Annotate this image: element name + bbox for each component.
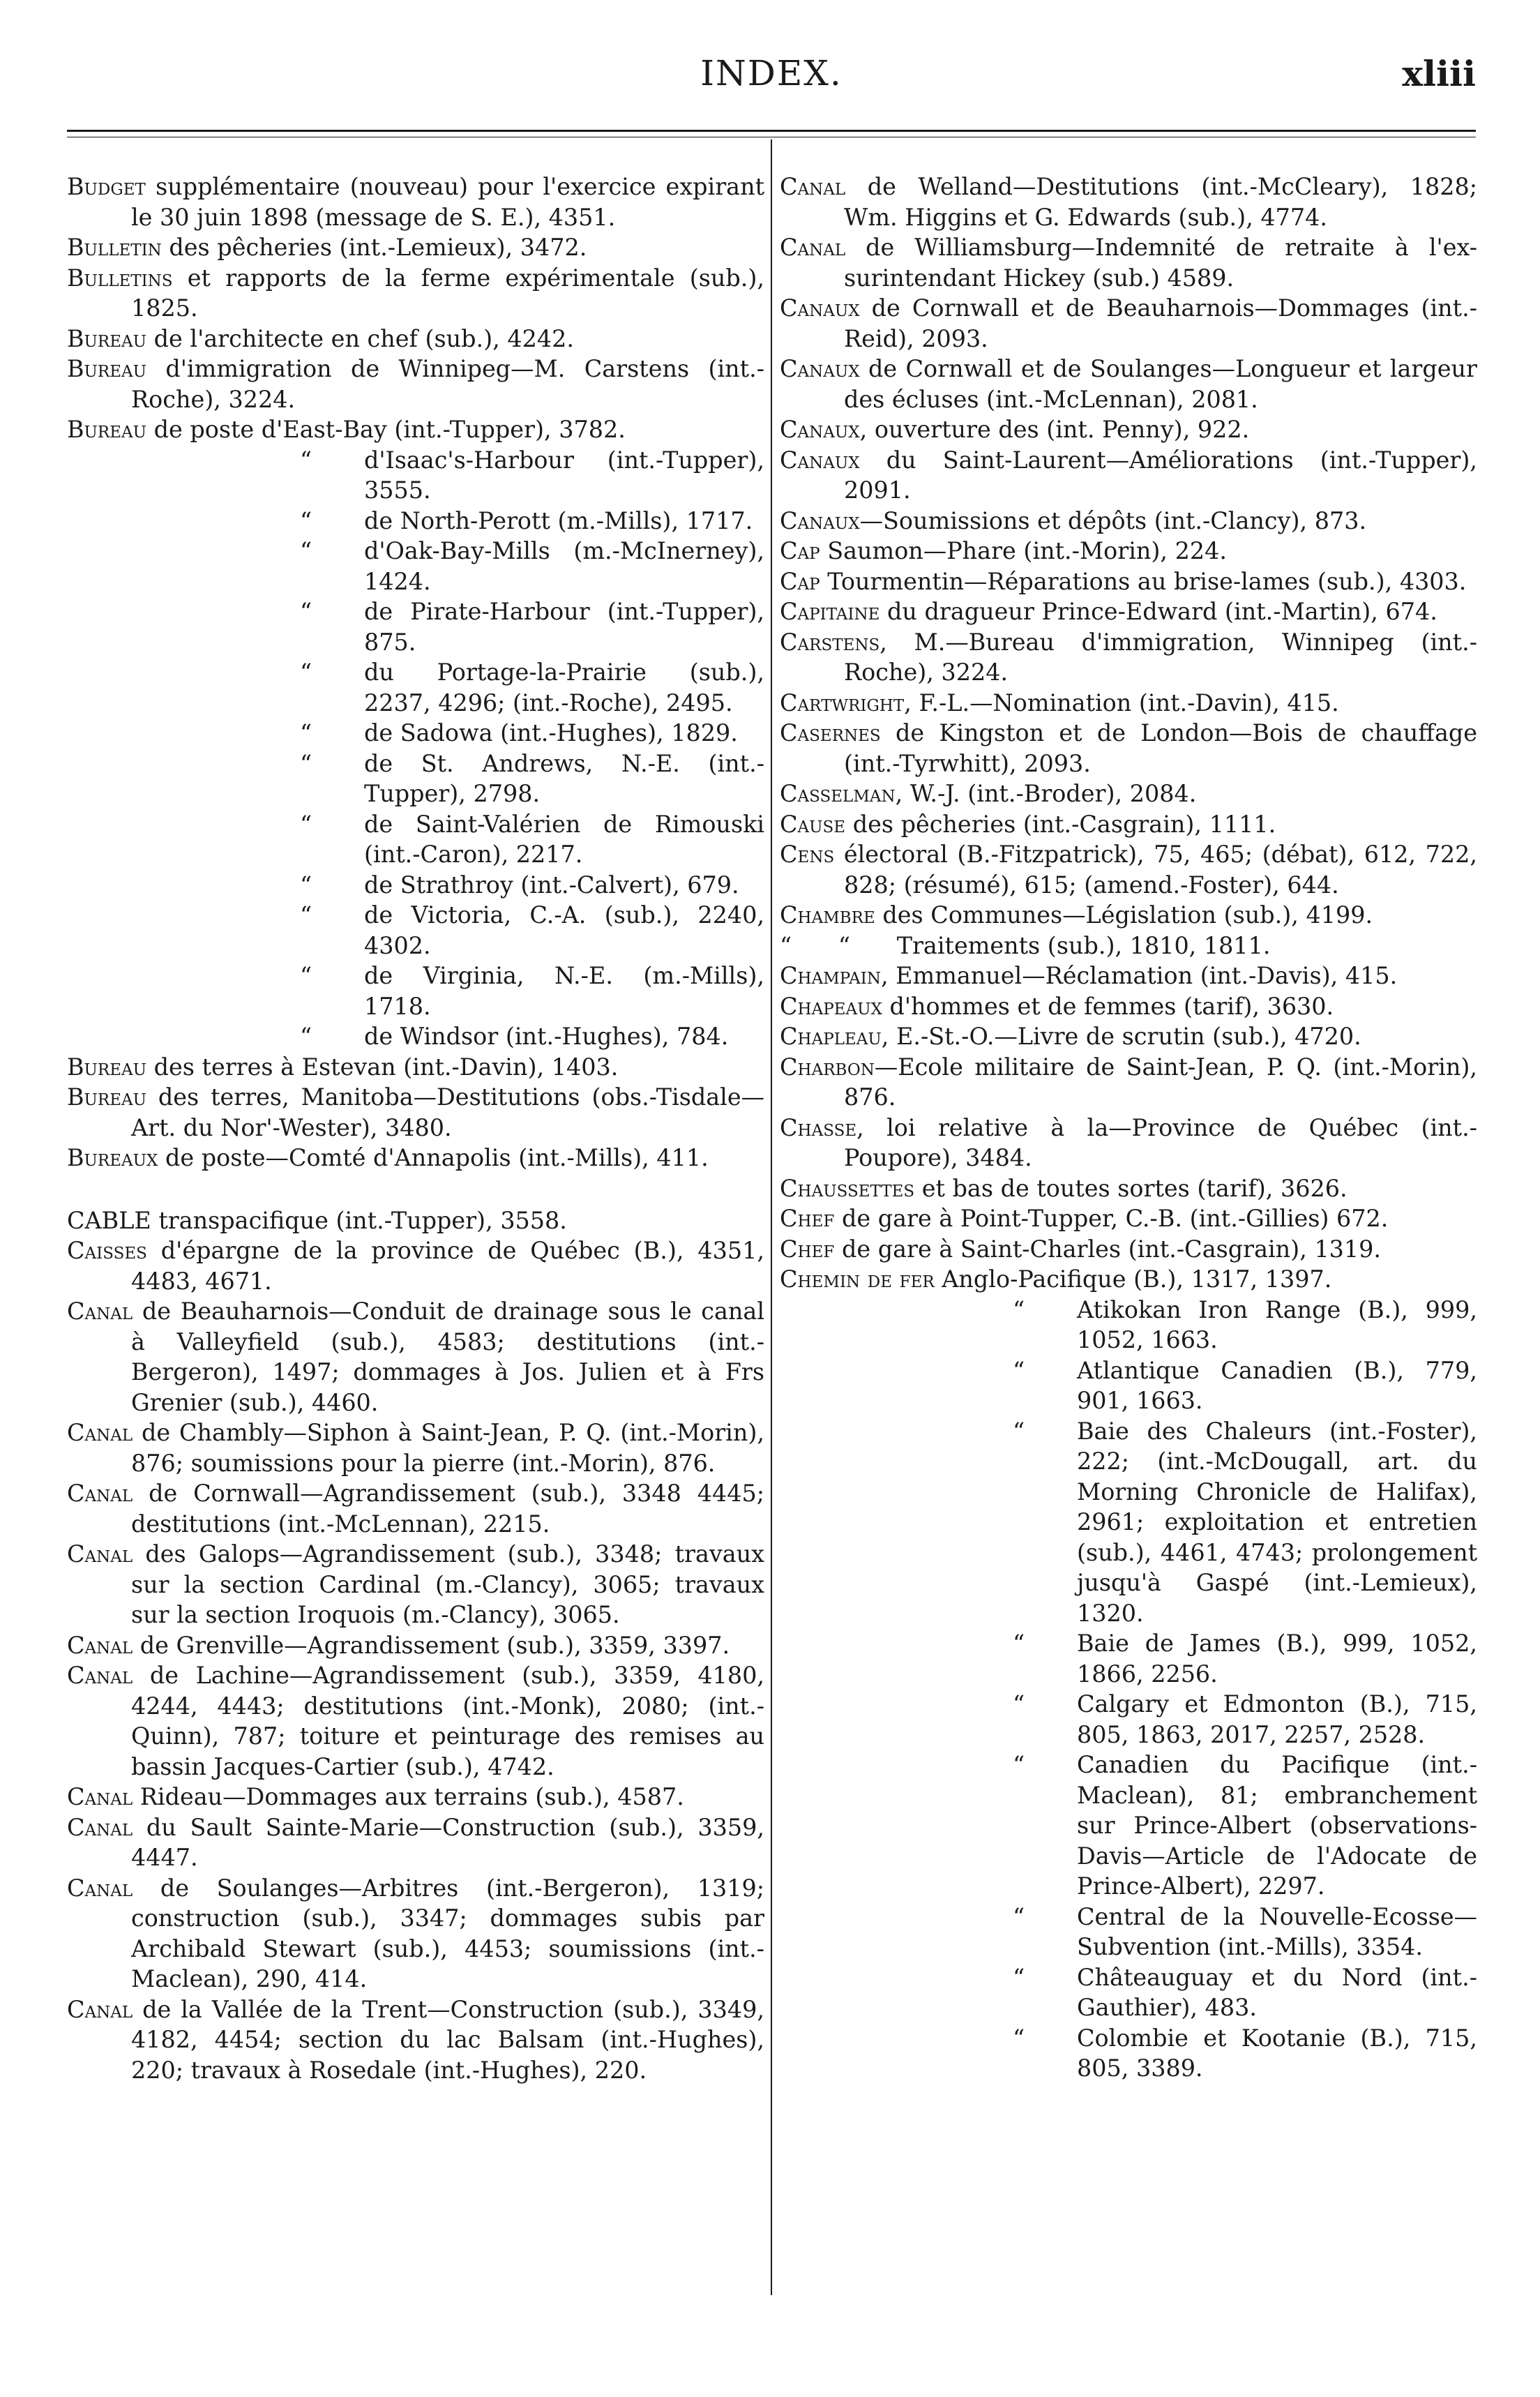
- entry-heading: Bureau: [67, 355, 147, 382]
- entry-heading: Bureaux: [67, 1144, 158, 1171]
- chemin-de-fer-subentries: [780, 1295, 1477, 2084]
- index-subentry: [67, 809, 764, 870]
- entry-text: de poste d'East-Bay (int.-Tupper), 3782.: [146, 416, 626, 443]
- index-subentry: [780, 1416, 1477, 1629]
- index-entry: [780, 809, 1477, 840]
- index-subentry: [67, 900, 764, 961]
- right-column: [780, 172, 1477, 2084]
- left-entries-2: [67, 1052, 764, 1173]
- index-subentry: [67, 718, 764, 749]
- entry-heading: Chapeaux: [780, 992, 882, 1020]
- entry-heading: Cap: [780, 567, 820, 595]
- subentry-text: du Portage-la-Prairie (sub.), 2237, 4296; (int.-Roche), 2495.: [364, 659, 764, 716]
- entry-heading: Canal: [67, 1995, 133, 2023]
- section-gap: [67, 1173, 764, 1205]
- entry-heading: Champain: [780, 962, 881, 989]
- index-entry: [67, 1478, 764, 1539]
- entry-text: transpacifique (int.-Tupper), 3558.: [151, 1206, 567, 1234]
- index-entry: [780, 172, 1477, 232]
- subentry-text: Central de la Nouvelle-Ecosse—Subvention (int.-Mills), 3354.: [1077, 1902, 1477, 1960]
- index-entry: [780, 536, 1477, 566]
- index-subentry: [67, 657, 764, 718]
- index-subentry: [780, 1962, 1477, 2023]
- entry-text: de Beauharnois—Conduit de drainage sous le canal à Valleyfield (sub.), 4583; destitutions (int.-Bergeron), 1497; dommages à Jos. Julien et à Frs Grenier (sub.), 4460.: [131, 1298, 764, 1416]
- entry-text: d'immigration de Winnipeg—M. Carstens (int.-Roche), 3224.: [131, 355, 764, 413]
- subentry-text: Calgary et Edmonton (B.), 715, 805, 1863, 2017, 2257, 2528.: [1077, 1690, 1477, 1748]
- index-subentry: [780, 1295, 1477, 1355]
- entry-text: de gare à Point-Tupper, C.-B. (int.-Gillies) 672.: [834, 1205, 1389, 1232]
- entry-heading: Cap: [780, 537, 820, 564]
- entry-heading: Cens: [780, 841, 835, 868]
- index-entry: [67, 1539, 764, 1630]
- entry-heading: Bulletins: [67, 264, 173, 292]
- index-entry: [780, 1264, 1477, 1295]
- entry-text: , Emmanuel—Réclamation (int.-Davis), 415.: [880, 962, 1398, 989]
- index-entry: [67, 232, 764, 263]
- ditto-mark: “: [1013, 1630, 1025, 1657]
- left-entries: [67, 172, 764, 445]
- ditto-mark: “: [300, 871, 312, 899]
- index-entry: [780, 1173, 1477, 1204]
- entry-heading: Canal: [67, 1540, 133, 1568]
- entry-text: , F.-L.—Nomination (int.-Davin), 415.: [904, 689, 1339, 716]
- entry-heading: Chaussettes: [780, 1174, 915, 1202]
- entry-heading: Canal: [67, 1783, 133, 1810]
- index-entry: [780, 961, 1477, 991]
- entry-heading: Canal: [780, 234, 846, 261]
- page-number: xliii: [1402, 53, 1476, 94]
- entry-heading: Canal: [67, 1874, 133, 1902]
- entry-text: de Lachine—Agrandissement (sub.), 3359, 4180, 4244, 4443; destitutions (int.-Monk), 2080; (int.-Quinn), 787; toiture et peinturage des remises au bassin Jacques-Cartier (sub.), 4742.: [131, 1662, 764, 1780]
- index-entry: [780, 839, 1477, 900]
- index-entry: [67, 1630, 764, 1661]
- ditto-mark: “: [300, 749, 312, 777]
- entry-text: de Cornwall—Agrandissement (sub.), 3348 4445; destitutions (int.-McLennan), 2215.: [131, 1480, 764, 1538]
- index-entry: [780, 1052, 1477, 1113]
- index-subentry: [67, 536, 764, 596]
- entry-text: du Saint-Laurent—Améliorations (int.-Tupper), 2091.: [844, 446, 1477, 504]
- ditto-mark: “: [300, 659, 312, 686]
- ditto-mark: “: [1013, 1295, 1025, 1323]
- entry-text: de gare à Saint-Charles (int.-Casgrain), 1319.: [834, 1235, 1382, 1263]
- index-entry: [780, 991, 1477, 1022]
- entry-heading: Casernes: [780, 719, 881, 746]
- index-subentry: [780, 1750, 1477, 1902]
- entry-heading: CABLE: [67, 1206, 151, 1234]
- index-entry: [67, 414, 764, 445]
- index-entry: [67, 1994, 764, 2086]
- subentry-text: de Sadowa (int.-Hughes), 1829.: [364, 719, 738, 746]
- entry-text: , M.—Bureau d'immigration, Winnipeg (int.-Roche), 3224.: [844, 628, 1477, 686]
- index-entry: [780, 354, 1477, 414]
- entry-text: de Williamsburg—Indemnité de retraite à l'ex-surintendant Hickey (sub.) 4589.: [844, 234, 1477, 292]
- index-entry: [67, 1235, 764, 1296]
- ditto-mark: “: [300, 901, 312, 929]
- index-entry: [67, 1296, 764, 1418]
- subentry-text: de Virginia, N.-E. (m.-Mills), 1718.: [364, 962, 764, 1020]
- ditto-mark: “: [300, 719, 312, 746]
- entry-text: , E.-St.-O.—Livre de scrutin (sub.), 4720.: [881, 1023, 1361, 1050]
- entry-heading: Chambre: [780, 901, 875, 929]
- entry-text: , loi relative à la—Province de Québec (int.-Poupore), 3484.: [844, 1113, 1477, 1171]
- entry-heading: Casselman: [780, 780, 896, 807]
- index-entry: [780, 445, 1477, 506]
- entry-heading: Chasse: [780, 1113, 857, 1141]
- index-entry: [67, 1812, 764, 1873]
- entry-heading: Canaux: [780, 416, 860, 443]
- left-column: [67, 172, 764, 2085]
- entry-heading: Canal: [67, 1631, 133, 1659]
- ditto-mark: “: [300, 537, 312, 564]
- entry-text: —Ecole militaire de Saint-Jean, P. Q. (int.-Morin), 876.: [844, 1053, 1477, 1111]
- subentry-text: de North-Perott (m.-Mills), 1717.: [364, 506, 753, 534]
- index-subentry: [780, 2023, 1477, 2084]
- subentry-text: Canadien du Pacifique (int.-Maclean), 81; embranchement sur Prince-Albert (observations-Davis—Article de l'Adocate de Prince-Albert), 2297.: [1077, 1751, 1477, 1900]
- subentry-text: de Pirate-Harbour (int.-Tupper), 875.: [364, 598, 764, 656]
- index-subentry: [67, 961, 764, 1021]
- entry-text: —Soumissions et dépôts (int.-Clancy), 873.: [859, 506, 1367, 534]
- index-entry: [67, 1660, 764, 1782]
- entry-text: de Cornwall et de Beauharnois—Dommages (int.-Reid), 2093.: [844, 294, 1477, 352]
- entry-heading: Bureau: [67, 416, 147, 443]
- right-entries: [780, 172, 1477, 931]
- ditto-mark: “: [300, 446, 312, 474]
- ditto-mark: “: [1013, 1417, 1025, 1445]
- index-entry: [780, 627, 1477, 688]
- entry-heading: Cartwright: [780, 689, 905, 716]
- entry-heading: Canal: [67, 1813, 133, 1841]
- index-subentry: [67, 596, 764, 657]
- entry-text: Saumon—Phare (int.-Morin), 224.: [820, 537, 1227, 564]
- index-entry: [67, 263, 764, 324]
- index-entry: [780, 718, 1477, 779]
- entry-heading: Canaux: [780, 446, 860, 474]
- entry-text: de Chambly—Siphon à Saint-Jean, P. Q. (int.-Morin), 876; soumissions pour la pierre (int.-Morin), 876.: [131, 1419, 764, 1477]
- subentry-text: de Victoria, C.-A. (sub.), 2240, 4302.: [364, 901, 764, 959]
- entry-heading: Capitaine: [780, 598, 880, 625]
- entry-text: d'hommes et de femmes (tarif), 3630.: [882, 992, 1334, 1020]
- index-entry: [780, 1203, 1477, 1234]
- ditto-mark: “: [300, 1023, 312, 1050]
- entry-text: , W.-J. (int.-Broder), 2084.: [895, 780, 1197, 807]
- index-subentry: [67, 749, 764, 809]
- entry-heading: Canaux: [780, 355, 860, 382]
- entry-text: de Cornwall et de Soulanges—Longueur et largeur des écluses (int.-McLennan), 2081.: [844, 355, 1477, 413]
- entry-text: des Communes—Législation (sub.), 4199.: [875, 901, 1373, 929]
- index-entry: [67, 324, 764, 354]
- entry-heading: Bureau: [67, 1053, 147, 1081]
- index-entry: [67, 1782, 764, 1812]
- entry-text: de l'architecte en chef (sub.), 4242.: [146, 324, 574, 352]
- index-entry: [780, 779, 1477, 809]
- entry-text: de poste—Comté d'Annapolis (int.-Mills), 411.: [158, 1144, 709, 1171]
- index-entry: [67, 1143, 764, 1173]
- index-subentry: [67, 870, 764, 901]
- entry-text: de Soulanges—Arbitres (int.-Bergeron), 1319; construction (sub.), 3347; dommages subis par Archibald Stewart (sub.), 4453; soumissions (int.-Maclean), 290, 414.: [131, 1874, 764, 1992]
- index-subentry: [67, 445, 764, 506]
- entry-text: et bas de toutes sortes (tarif), 3626.: [914, 1174, 1348, 1202]
- subentry-text: Châteauguay et du Nord (int.-Gauthier), 483.: [1077, 1963, 1477, 2021]
- entry-heading: Chemin de fer: [780, 1265, 935, 1293]
- subentry-text: Colombie et Kootanie (B.), 715, 805, 3389.: [1077, 2024, 1477, 2082]
- entry-heading: Cause: [780, 810, 846, 838]
- entry-text: du dragueur Prince-Edward (int.-Martin), 674.: [880, 598, 1437, 625]
- ditto-mark: “: [300, 598, 312, 625]
- entry-text: supplémentaire (nouveau) pour l'exercice expirant le 30 juin 1898 (message de S. E.), 4351.: [131, 173, 764, 231]
- chambre-subentry: “ “ Traitements (sub.), 1810, 1811.: [780, 931, 1271, 959]
- entry-heading: Chef: [780, 1235, 835, 1263]
- index-subentry: [780, 1689, 1477, 1750]
- entry-heading: Canal: [67, 1662, 133, 1689]
- index-entry: [67, 354, 764, 414]
- entry-heading: Budget: [67, 173, 146, 200]
- subentry-text: Baie de James (B.), 999, 1052, 1866, 2256.: [1077, 1630, 1477, 1688]
- entry-heading: Canaux: [780, 294, 860, 322]
- index-entry: [780, 1113, 1477, 1173]
- entry-text: Rideau—Dommages aux terrains (sub.), 4587.: [133, 1783, 684, 1810]
- index-subentry: [67, 506, 764, 536]
- subentry-text: d'Isaac's-Harbour (int.-Tupper), 3555.: [364, 446, 764, 504]
- entry-heading: Bureau: [67, 1083, 147, 1111]
- subentry-text: d'Oak-Bay-Mills (m.-McInerney), 1424.: [364, 537, 764, 595]
- bureau-poste-subentries: [67, 445, 764, 1052]
- entry-text: et rapports de la ferme expérimentale (sub.), 1825.: [131, 264, 764, 322]
- page-title: INDEX.: [700, 53, 843, 93]
- ditto-mark: “: [1013, 1963, 1025, 1991]
- index-entry: [780, 506, 1477, 536]
- entry-heading: Canal: [780, 173, 846, 200]
- entry-text: des terres, Manitoba—Destitutions (obs.-Tisdale—Art. du Nor'-Wester), 3480.: [131, 1083, 764, 1141]
- subentry-text: de Strathroy (int.-Calvert), 679.: [364, 871, 739, 899]
- entry-heading: Caisses: [67, 1237, 147, 1264]
- entry-text: Anglo-Pacifique (B.), 1317, 1397.: [934, 1265, 1332, 1293]
- index-entry: [67, 1082, 764, 1143]
- index-subentry: [780, 1628, 1477, 1689]
- subentry-text: de Windsor (int.-Hughes), 784.: [364, 1023, 729, 1050]
- index-subentry: [67, 1021, 764, 1052]
- entry-heading: Canal: [67, 1419, 133, 1446]
- entry-heading: Chef: [780, 1205, 835, 1232]
- column-divider: [771, 140, 772, 2295]
- ditto-mark: “: [1013, 1902, 1025, 1930]
- entry-text: des pêcheries (int.-Lemieux), 3472.: [161, 234, 587, 261]
- entry-text: de Kingston et de London—Bois de chauffage (int.-Tyrwhitt), 2093.: [844, 719, 1477, 777]
- page-header: [67, 42, 1476, 105]
- ditto-mark: “: [1013, 1356, 1025, 1384]
- header-rule-thick: [67, 130, 1476, 132]
- ditto-mark: “: [300, 810, 312, 838]
- index-entry: [780, 900, 1477, 931]
- entry-heading: Carstens: [780, 628, 880, 656]
- ditto-mark: “: [1013, 1751, 1025, 1778]
- entry-heading: Chapleau: [780, 1023, 882, 1050]
- entry-text: d'épargne de la province de Québec (B.), 4351, 4483, 4671.: [131, 1237, 764, 1295]
- subentry-text: Baie des Chaleurs (int.-Foster), 222; (int.-McDougall, art. du Morning Chronicle de Halifax), 2961; exploitation et entretien (sub.), 4461, 4743; prolongement jusqu'à Gaspé (int.-Lemieux), 1320.: [1077, 1417, 1477, 1627]
- entry-text: du Sault Sainte-Marie—Construction (sub.), 3359, 4447.: [131, 1813, 764, 1871]
- index-entry: [780, 293, 1477, 354]
- index-entry: [780, 688, 1477, 719]
- index-entry: [780, 1021, 1477, 1052]
- entry-text: des terres à Estevan (int.-Davin), 1403.: [146, 1053, 619, 1081]
- index-subentry: [780, 1902, 1477, 1962]
- index-entry: [780, 596, 1477, 627]
- entry-heading: Canaux: [780, 506, 860, 534]
- entry-text: Tourmentin—Réparations au brise-lames (sub.), 4303.: [820, 567, 1467, 595]
- subentry-text: Atikokan Iron Range (B.), 999, 1052, 1663.: [1077, 1295, 1477, 1353]
- left-entries-3: [67, 1205, 764, 2086]
- entry-heading: Bulletin: [67, 234, 162, 261]
- subentry-text: de St. Andrews, N.-E. (int.-Tupper), 2798.: [364, 749, 764, 807]
- ditto-mark: “: [1013, 1690, 1025, 1718]
- ditto-mark: “: [1013, 2024, 1025, 2052]
- index-entry: [780, 566, 1477, 597]
- ditto-mark: “: [300, 506, 312, 534]
- entry-text: des pêcheries (int.-Casgrain), 1111.: [845, 810, 1276, 838]
- index-entry: [67, 1205, 764, 1236]
- index-entry: [780, 232, 1477, 293]
- index-entry: [67, 172, 764, 232]
- subentry-text: de Saint-Valérien de Rimouski (int.-Caron), 2217.: [364, 810, 764, 868]
- entry-text: électoral (B.-Fitzpatrick), 75, 465; (débat), 612, 722, 828; (résumé), 615; (amend.-Foster), 644.: [834, 841, 1477, 899]
- index-subentry: [780, 1355, 1477, 1416]
- right-entries-2: [780, 961, 1477, 1295]
- entry-heading: Charbon: [780, 1053, 875, 1081]
- entry-text: de Welland—Destitutions (int.-McCleary), 1828; Wm. Higgins et G. Edwards (sub.), 4774.: [844, 173, 1477, 231]
- entry-text: des Galops—Agrandissement (sub.), 3348; travaux sur la section Cardinal (m.-Clancy), 3065; travaux sur la section Iroquois (m.-Clancy), 3065.: [131, 1540, 764, 1628]
- entry-heading: Bureau: [67, 324, 147, 352]
- entry-heading: Canal: [67, 1298, 133, 1325]
- entry-heading: Canal: [67, 1480, 133, 1507]
- entry-text: de la Vallée de la Trent—Construction (sub.), 3349, 4182, 4454; section du lac Balsam (int.-Hughes), 220; travaux à Rosedale (int.-Hughes), 220.: [131, 1995, 764, 2084]
- index-entry: [780, 414, 1477, 445]
- index-entry: [67, 1052, 764, 1083]
- index-entry: [67, 1873, 764, 1994]
- index-entry: [780, 1234, 1477, 1265]
- entry-text: de Grenville—Agrandissement (sub.), 3359, 3397.: [133, 1631, 730, 1659]
- index-entry: [67, 1418, 764, 1478]
- entry-text: , ouverture des (int. Penny), 922.: [859, 416, 1250, 443]
- ditto-mark: “: [300, 962, 312, 989]
- subentry-text: Atlantique Canadien (B.), 779, 901, 1663.: [1077, 1356, 1477, 1414]
